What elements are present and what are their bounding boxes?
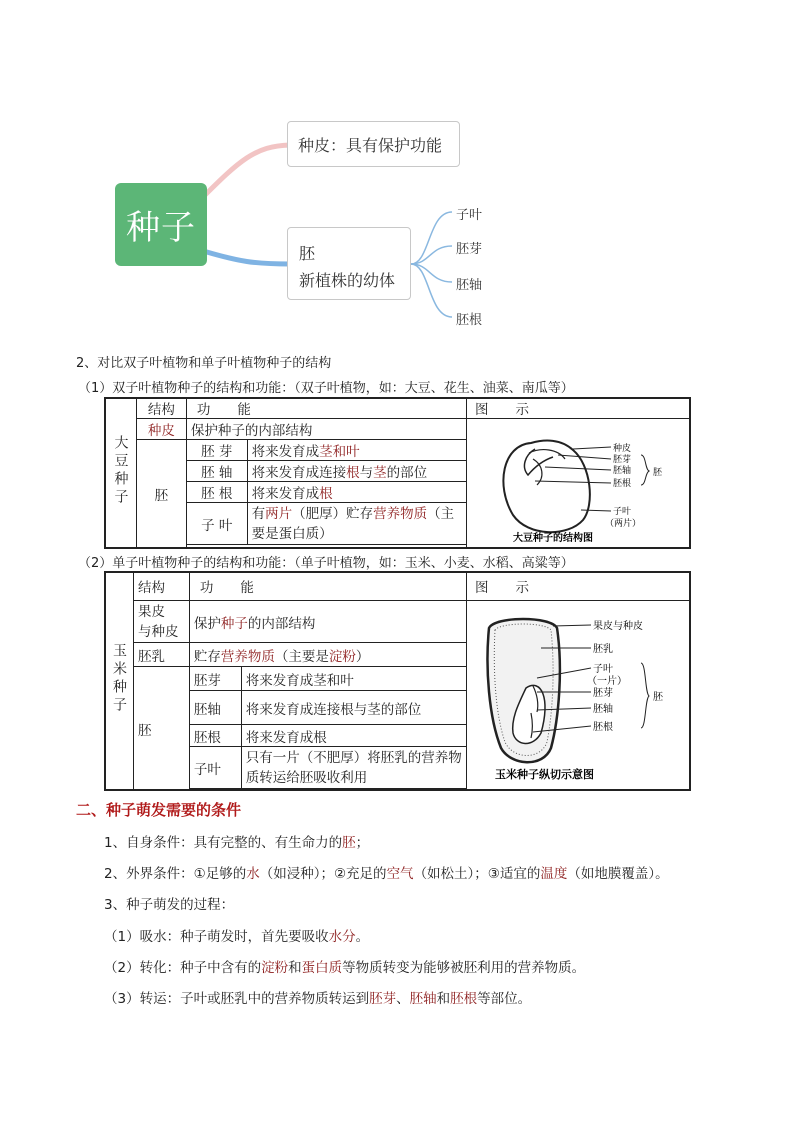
- table2-header-structure: 结构: [133, 572, 189, 601]
- table2-side-label: 玉米种子: [105, 572, 134, 791]
- table2-hypocotyl-func: 将来发育成连接根与茎的部位: [241, 691, 466, 725]
- corn-label-embryo: 胚: [652, 691, 663, 703]
- table1-embryo-name: 胚: [136, 440, 186, 549]
- table1-caption: （1）双子叶植物种子的结构和功能：（双子叶植物，如：大豆、花生、油菜、南瓜等）: [78, 381, 574, 396]
- table1-figure-cell: [467, 419, 690, 549]
- table2-embryo-name: 胚: [133, 667, 189, 791]
- table2-cotyledon-func: 只有一片（不肥厚）将胚乳的营养物质转运给胚吸收利用: [241, 747, 466, 789]
- section2-heading: 2、对比双子叶植物和单子叶植物种子的结构: [76, 356, 332, 371]
- table-monocot: [104, 571, 690, 791]
- table2-pericarp-func: 保护种子的内部结构: [189, 601, 466, 643]
- table1-cotyledon-name: 子 叶: [186, 503, 247, 545]
- table1-seedcoat-name: 种皮: [136, 419, 186, 440]
- table2-plumule-func: 将来发育成茎和叶: [241, 667, 466, 691]
- table1-header-structure: 结构: [136, 398, 186, 419]
- table1-hypocotyl-func: 将来发育成连接根与茎的部位: [247, 461, 466, 482]
- leaf-curve-4: [411, 264, 452, 317]
- table2-header-figure: 图 示: [467, 572, 690, 601]
- table2-cotyledon-name: 子叶: [189, 747, 241, 789]
- leaf-curve-1: [411, 212, 452, 264]
- table2-endosperm-name: 胚乳: [133, 643, 189, 667]
- mindmap-branch-seedcoat: 种皮：具有保护功能: [287, 121, 460, 167]
- mindmap-branch-embryo: [287, 227, 411, 300]
- condition-internal: 1、自身条件：具有完整的、有生命力的胚；: [104, 835, 370, 851]
- table2-figure-cell: [467, 601, 690, 791]
- process-absorb: （1）吸水：种子萌发时，首先要吸收水分。: [104, 929, 370, 945]
- corn-label-plumule: 胚芽: [592, 687, 613, 699]
- table1-seedcoat-func: 保护种子的内部结构: [186, 419, 466, 440]
- table1-header-figure: 图 示: [467, 398, 690, 419]
- embryo-title: 胚: [299, 244, 316, 263]
- table2-header-function: 功 能: [189, 572, 466, 601]
- corn-label-onepiece: （一片）: [586, 675, 627, 687]
- condition-external: 2、外界条件：①足够的水（如浸种）；②充足的空气（如松土）；③适宜的温度（如地膜覆盖）。: [104, 866, 669, 882]
- table2-hypocotyl-name: 胚轴: [189, 691, 241, 725]
- table1-plumule-name: 胚 芽: [186, 440, 247, 461]
- condition-process-heading: 3、种子萌发的过程：: [104, 897, 235, 913]
- soy-label-embryo: 胚: [653, 467, 663, 478]
- corn-label-endosperm: 胚乳: [592, 643, 613, 655]
- soybean-diagram: [473, 425, 683, 543]
- table1-header-function: 功 能: [186, 398, 466, 419]
- corn-figure: [467, 608, 689, 784]
- soy-label-hypocotyl: 胚轴: [613, 465, 632, 476]
- soybean-figure: [467, 425, 689, 543]
- table-dicot: [104, 397, 690, 549]
- table1-radicle-func: 将来发育成根: [247, 482, 466, 503]
- process-transport: （3）转运：子叶或胚乳中的营养物质转运到胚芽、胚轴和胚根等部位。: [104, 991, 532, 1007]
- table2-plumule-name: 胚芽: [189, 667, 241, 691]
- soy-label-twopieces: （两片）: [605, 518, 642, 529]
- branch1-curve: [200, 145, 290, 200]
- corn-caption: 玉米种子纵切示意图: [494, 767, 594, 781]
- soy-label-cotyledon: 子叶: [613, 506, 632, 517]
- soy-caption: 大豆种子的结构图: [513, 532, 593, 543]
- embryo-desc: 新植株的幼体: [299, 271, 396, 290]
- table1-cotyledon-func: 有两片（肥厚）贮存营养物质（主要是蛋白质）: [247, 503, 466, 545]
- corn-label-radicle: 胚根: [592, 721, 613, 733]
- section-title-germination: 二、种子萌发需要的条件: [76, 801, 242, 819]
- table1-radicle-name: 胚 根: [186, 482, 247, 503]
- table2-radicle-name: 胚根: [189, 725, 241, 747]
- table2-pericarp-name: 果皮 与种皮: [133, 601, 189, 643]
- table2-endosperm-func: 贮存营养物质（主要是淀粉）: [189, 643, 466, 667]
- soy-label-radicle: 胚根: [613, 478, 632, 489]
- soy-label-plumule: 胚芽: [613, 454, 632, 465]
- corn-label-pericarp: 果皮与种皮: [592, 620, 643, 632]
- mindmap-leaf-cotyledon: 子叶: [456, 208, 483, 223]
- corn-label-hypocotyl: 胚轴: [592, 703, 613, 715]
- mindmap-leaf-hypocotyl: 胚轴: [456, 278, 483, 293]
- corn-diagram: [471, 608, 686, 784]
- soy-label-seedcoat: 种皮: [613, 443, 632, 454]
- table1-plumule-func: 将来发育成茎和叶: [247, 440, 466, 461]
- mindmap-leaf-plumule: 胚芽: [456, 242, 483, 257]
- table2-caption: （2）单子叶植物种子的结构和功能：（单子叶植物，如：玉米、小麦、水稻、高粱等）: [78, 556, 574, 571]
- table2-radicle-func: 将来发育成根: [241, 725, 466, 747]
- table1-side-label: 大豆种子: [105, 398, 137, 549]
- branch2-curve: [200, 250, 290, 264]
- table1-hypocotyl-name: 胚 轴: [186, 461, 247, 482]
- mindmap-root: 种子: [115, 183, 207, 266]
- process-convert: （2）转化：种子中含有的淀粉和蛋白质等物质转变为能够被胚利用的营养物质。: [104, 960, 586, 976]
- corn-label-cotyledon: 子叶: [592, 663, 613, 675]
- mindmap-leaf-radicle: 胚根: [456, 313, 483, 328]
